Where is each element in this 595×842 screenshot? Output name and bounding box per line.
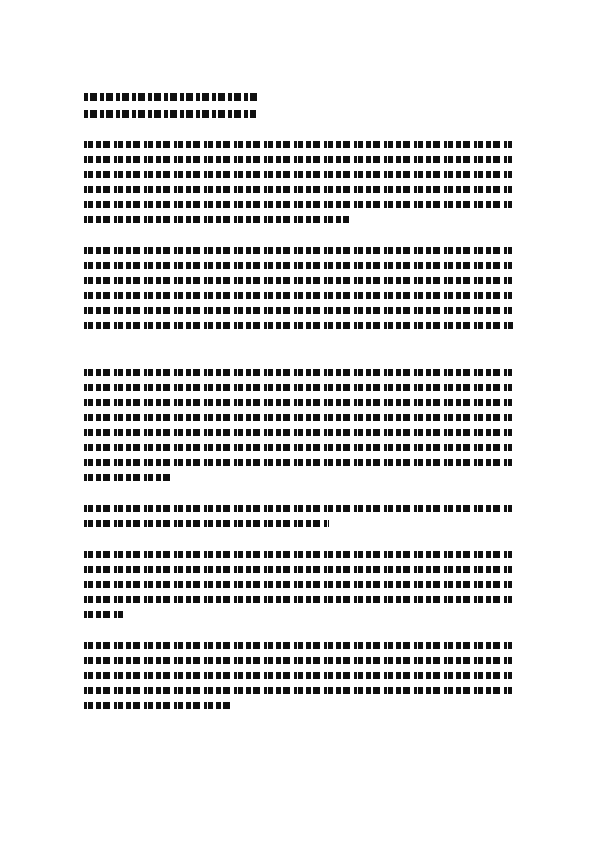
text-line — [84, 277, 512, 284]
text-line — [84, 141, 512, 148]
text-line — [84, 551, 512, 558]
paragraph-6 — [84, 642, 512, 709]
text-line — [84, 292, 512, 299]
text-line — [84, 611, 124, 618]
text-line — [84, 505, 512, 512]
text-line — [84, 566, 512, 573]
paragraph-4 — [84, 505, 512, 527]
text-line — [84, 171, 512, 178]
text-line — [84, 201, 512, 208]
text-line — [84, 156, 512, 163]
text-line — [84, 307, 512, 314]
text-line — [84, 687, 512, 694]
document-body — [84, 141, 512, 733]
text-line — [84, 216, 349, 223]
text-line — [84, 642, 512, 649]
text-line — [84, 596, 512, 603]
text-line — [84, 247, 512, 254]
paragraph-3 — [84, 369, 512, 481]
text-line — [84, 702, 234, 709]
text-line — [84, 414, 512, 421]
text-line — [84, 444, 512, 451]
text-line — [84, 657, 512, 664]
text-line — [84, 369, 512, 376]
text-line — [84, 322, 514, 329]
text-line — [84, 399, 512, 406]
paragraph-2 — [84, 247, 512, 329]
text-line — [84, 581, 512, 588]
paragraph-5 — [84, 551, 512, 618]
text-line — [84, 474, 174, 481]
header-line-2 — [84, 110, 256, 118]
text-line — [84, 459, 512, 466]
text-line — [84, 520, 329, 527]
paragraph-1 — [84, 141, 512, 223]
document-header — [84, 93, 334, 127]
text-line — [84, 186, 512, 193]
text-line — [84, 262, 512, 269]
text-line — [84, 429, 512, 436]
header-line-1 — [84, 93, 258, 101]
text-line — [84, 384, 512, 391]
text-line — [84, 672, 512, 679]
